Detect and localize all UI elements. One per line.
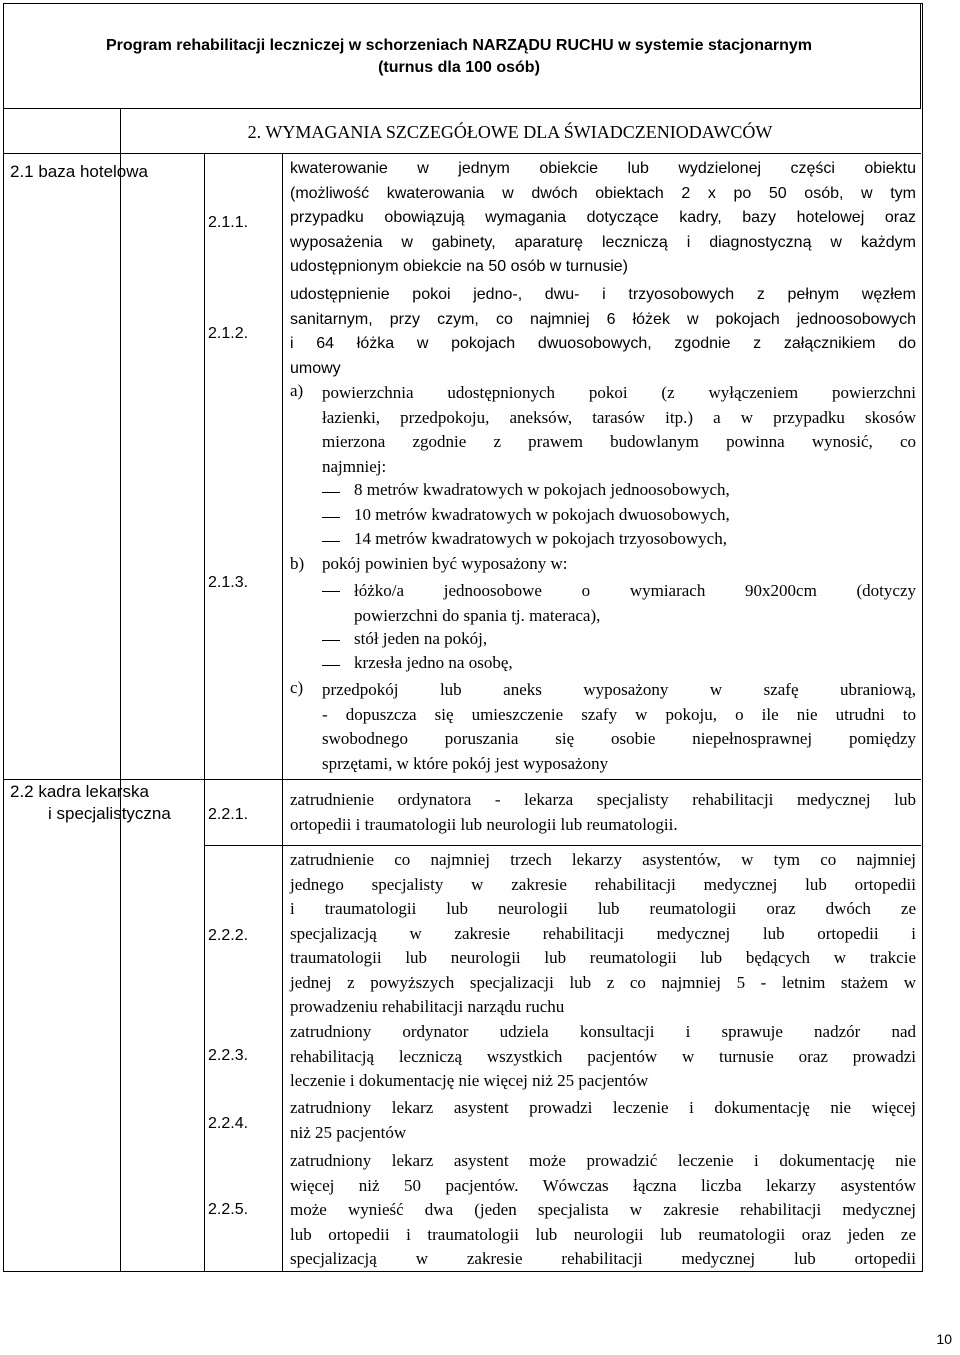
column-divider-num [204, 153, 205, 1271]
category-hotel-base: 2.1 baza hotelowa [10, 162, 148, 181]
row-divider [204, 845, 921, 846]
item-text-2-1-1: kwaterowanie w jednym obiekcie lub wydzielonej części obiektu (możliwość kwaterowania w dwóch obiektach 2 x po 50 osób, w tym przypadku obowiązują wymagania dotyczące kadry, bazy hotelowej oraz wyposażenia w gabinety, aparaturę leczniczą i diagnostyczną w każdym udostępnionym obiekcie na 50 osób w turnusie) [290, 160, 916, 275]
section-divider [3, 153, 921, 154]
dash-bullet [322, 517, 340, 518]
section-title: 2. WYMAGANIA SZCZEGÓŁOWE DLA ŚWIADCZENIODAWCÓW [247, 122, 773, 142]
item-text-2-2-3: zatrudniony ordynator udziela konsultacji i sprawuje nadzór nad rehabilitacją leczniczą wszystkich pacjentów w turnusie oraz prowadzi leczenie i dokumentację nie więcej niż 25 pacjentów [290, 1022, 916, 1090]
dash-bullet [322, 640, 340, 641]
document-title-line2: (turnus dla 100 osób) [378, 59, 540, 76]
item-number: 2.1.1. [208, 214, 249, 231]
list-item: 14 metrów kwadratowych w pokojach trzyosobowych, [354, 529, 727, 548]
document-title-line1: Program rehabilitacji leczniczej w schorzeniach NARZĄDU RUCHU w systemie stacjonarnym [106, 37, 812, 54]
category-medical-staff-line1: 2.2 kadra lekarska [10, 782, 149, 801]
column-divider-text [282, 153, 283, 1271]
item-2-1-3-a-text: powierzchnia udostępnionych pokoi (z wyłączeniem powierzchni łazienki, przedpokoju, aneksów, tarasów itp.) a w przypadku skosów mierzona zgodnie z prawem budowlanym powinna wynosić, co najmniej: [322, 383, 916, 476]
list-item-b-text: pokój powinien być wyposażony w: [322, 554, 568, 573]
item-2-1-3-c-text: przedpokój lub aneks wyposażony w szafę ubraniową, - dopuszcza się umieszczenie szafy w pokoju, o ile nie utrudni to swobodnego poruszania się osobie niepełnosprawnej pomiędzy sprzętami, w które pokój jest wyposażony [322, 680, 916, 773]
item-text-2-2-1: zatrudnienie ordynatora - lekarza specjalisty rehabilitacji medycznej lub ortopedii i traumatologii lub neurologii lub reumatologii. [290, 790, 916, 834]
dash-bullet [322, 541, 340, 542]
category-divider [3, 779, 921, 780]
list-item: stół jeden na pokój, [354, 629, 488, 648]
list-marker-c: c) [290, 678, 304, 697]
list-marker-b: b) [290, 554, 305, 573]
item-text-2-2-2: zatrudnienie co najmniej trzech lekarzy asystentów, w tym co najmniej jednego specjalisty w zakresie rehabilitacji medycznej lub ortopedii i traumatologii lub neurologii lub reumatologii oraz dwóch ze specjalizacją w zakresie rehabilitacji medycznej lub ortopedii i traumatologii lub neurologii lub reumatologii lub będących w trakcie jednej z powyższych specjalizacji lub z co najmniej 5 - letnim stażem w prowadzeniu rehabilitacji narządu ruchu [290, 850, 916, 1016]
item-number: 2.2.5. [208, 1201, 249, 1218]
list-item: krzesła jedno na osobę, [354, 653, 513, 672]
dash-bullet [322, 591, 340, 592]
list-marker-a: a) [290, 381, 304, 400]
dash-bullet [322, 665, 340, 666]
dash-bullet [322, 492, 340, 493]
item-number: 2.1.2. [208, 325, 249, 342]
item-number: 2.2.4. [208, 1115, 249, 1132]
item-text-2-1-2: udostępnienie pokoi jedno-, dwu- i trzyosobowych z pełnym węzłem sanitarnym, przy czym, co najmniej 6 łóżek w pokojach jednoosobowych i 64 łóżka w pokojach dwuosobowych, zgodnie z załącznikiem do umowy [290, 286, 916, 377]
list-item: 10 metrów kwadratowych w pokojach dwuosobowych, [354, 505, 730, 524]
item-text-2-2-4: zatrudniony lekarz asystent prowadzi leczenie i dokumentację nie więcej niż 25 pacjentów [290, 1098, 916, 1142]
item-number: 2.2.1. [208, 806, 249, 823]
item-text-2-2-5: zatrudniony lekarz asystent może prowadzić leczenie i dokumentację nie więcej niż 50 pacjentów. Wówczas łączna liczba lekarzy asystentów może wynieść dwa (jeden specjalista w zakresie rehabilitacji medycznej lub ortopedii i traumatologii lub neurologii lub reumatologii oraz jeden ze specjalizacją w zakresie rehabilitacji medycznej lub ortopedii [290, 1151, 916, 1268]
item-number: 2.2.3. [208, 1047, 249, 1064]
list-item: łóżko/a jednoosobowe o wymiarach 90x200cm (dotyczy powierzchni do spania tj. materaca), [354, 581, 916, 625]
item-number: 2.1.3. [208, 574, 249, 591]
category-medical-staff-line2: i specjalistyczna [48, 804, 171, 823]
item-number: 2.2.2. [208, 927, 249, 944]
column-divider-left [120, 109, 121, 1271]
list-item: 8 metrów kwadratowych w pokojach jednoosobowych, [354, 480, 730, 499]
page-number: 10 [936, 1331, 952, 1347]
